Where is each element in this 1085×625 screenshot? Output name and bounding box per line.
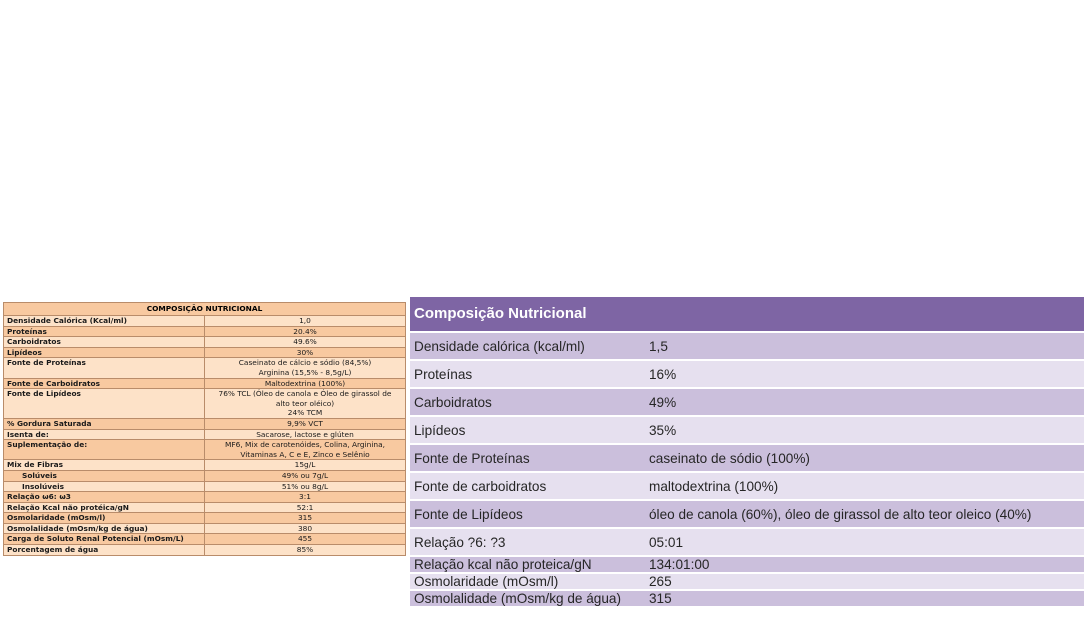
table-row bbox=[410, 471, 1084, 499]
table-row bbox=[410, 572, 1084, 589]
row-label: Densidade Calórica (Kcal/ml) bbox=[4, 316, 205, 327]
right-table-title: Composição Nutricional bbox=[410, 297, 1084, 331]
row-value bbox=[205, 337, 406, 348]
table-row bbox=[4, 326, 406, 337]
row-label: Proteínas bbox=[414, 366, 473, 382]
row-value: 315 bbox=[649, 591, 672, 606]
table-row bbox=[410, 443, 1084, 471]
table-row bbox=[4, 378, 406, 389]
value-line: 3:1 bbox=[299, 492, 311, 502]
value-line: 30% bbox=[296, 347, 314, 357]
table-row bbox=[4, 358, 406, 378]
row-label: Fonte de Proteínas bbox=[414, 450, 530, 466]
table-row bbox=[410, 499, 1084, 527]
row-label: Osmolaridade (mOsm/l) bbox=[414, 574, 559, 589]
row-label: Relação ?6: ?3 bbox=[414, 534, 506, 550]
value-line: Sacarose, lactose e glúten bbox=[256, 429, 354, 439]
table-row bbox=[410, 387, 1084, 415]
row-label: Osmolalidade (mOsm/kg de água) bbox=[414, 591, 622, 606]
row-value bbox=[205, 492, 406, 503]
table-row bbox=[410, 331, 1084, 359]
table-row bbox=[4, 470, 406, 481]
value-line: 49% ou 7g/L bbox=[281, 470, 329, 480]
row-value bbox=[205, 326, 406, 337]
table-row bbox=[4, 389, 406, 419]
row-label: Densidade calórica (kcal/ml) bbox=[414, 338, 585, 354]
left-nutrition-table bbox=[3, 302, 406, 556]
table-row bbox=[410, 527, 1084, 555]
row-label: Osmolalidade (mOsm/kg de água) bbox=[4, 523, 205, 534]
row-value bbox=[205, 389, 406, 419]
row-value bbox=[205, 440, 406, 460]
row-label: Lipídeos bbox=[414, 422, 466, 438]
row-value: óleo de canola (60%), óleo de girassol de alto teor oleico (40%) bbox=[649, 506, 1032, 522]
table-row bbox=[4, 429, 406, 440]
left-table-title: COMPOSIÇÃO NUTRICIONAL bbox=[4, 303, 406, 316]
table-row bbox=[4, 316, 406, 327]
row-label: Suplementação de: bbox=[4, 440, 205, 460]
row-label: Insolúveis bbox=[4, 481, 205, 492]
table-row bbox=[4, 513, 406, 524]
table-row bbox=[410, 555, 1084, 572]
row-value bbox=[205, 316, 406, 327]
row-value bbox=[205, 502, 406, 513]
row-label: Proteínas bbox=[4, 326, 205, 337]
value-line: 380 bbox=[297, 523, 313, 533]
value-line: 51% ou 8g/L bbox=[281, 481, 329, 491]
row-label: Fonte de Lipídeos bbox=[414, 506, 523, 522]
value-line: 15g/L bbox=[294, 460, 316, 470]
value-line: 9,9% VCT bbox=[287, 418, 323, 428]
row-label: Mix de Fibras bbox=[4, 460, 205, 471]
value-line: 52:1 bbox=[296, 502, 314, 512]
table-row bbox=[4, 523, 406, 534]
row-value bbox=[205, 513, 406, 524]
row-label: Fonte de Carboidratos bbox=[4, 378, 205, 389]
row-label: Carboidratos bbox=[414, 394, 492, 410]
row-value: 05:01 bbox=[649, 534, 684, 550]
table-row bbox=[4, 418, 406, 429]
table-row bbox=[4, 460, 406, 471]
value-line: Caseinato de cálcio e sódio (84,5%) bbox=[238, 358, 372, 368]
row-value bbox=[205, 545, 406, 556]
table-row bbox=[4, 492, 406, 503]
row-label: Relação kcal não proteica/gN bbox=[414, 557, 592, 572]
value-line: Maltodextrina (100%) bbox=[264, 378, 346, 388]
row-value: 1,5 bbox=[649, 338, 668, 354]
row-label: Relação ω6: ω3 bbox=[4, 492, 205, 503]
table-row bbox=[4, 337, 406, 348]
table-row bbox=[4, 502, 406, 513]
row-value bbox=[205, 460, 406, 471]
right-nutrition-table bbox=[410, 297, 1084, 606]
row-label: Lipídeos bbox=[4, 347, 205, 358]
row-value bbox=[205, 534, 406, 545]
row-label: Isenta de: bbox=[4, 429, 205, 440]
row-value bbox=[205, 378, 406, 389]
value-line: 24% TCM bbox=[287, 408, 323, 418]
row-label: Solúveis bbox=[4, 470, 205, 481]
table-row bbox=[4, 481, 406, 492]
value-line: 49.6% bbox=[293, 337, 317, 347]
value-line: 455 bbox=[297, 534, 313, 544]
value-line: 1,0 bbox=[299, 316, 311, 325]
table-row bbox=[410, 415, 1084, 443]
row-value bbox=[205, 358, 406, 378]
row-label: Relação Kcal não protéica/gN bbox=[4, 502, 205, 513]
table-row bbox=[410, 589, 1084, 606]
table-row bbox=[4, 347, 406, 358]
table-row bbox=[4, 440, 406, 460]
row-label: Osmolaridade (mOsm/l) bbox=[4, 513, 205, 524]
row-value: 16% bbox=[649, 366, 677, 382]
table-row bbox=[4, 545, 406, 556]
row-label: Carga de Soluto Renal Potencial (mOsm/L) bbox=[4, 534, 205, 545]
row-value bbox=[205, 481, 406, 492]
row-value: 134:01:00 bbox=[649, 557, 710, 572]
value-line: 20.4% bbox=[293, 326, 317, 336]
row-label: Porcentagem de água bbox=[4, 545, 205, 556]
value-line: 315 bbox=[297, 513, 313, 523]
row-label: Fonte de carboidratos bbox=[414, 478, 547, 494]
row-label: Fonte de Lipídeos bbox=[4, 389, 205, 419]
row-value bbox=[205, 523, 406, 534]
row-value bbox=[205, 418, 406, 429]
row-value: maltodextrina (100%) bbox=[649, 478, 779, 494]
value-line: 85% bbox=[296, 545, 314, 555]
row-value: 35% bbox=[649, 422, 677, 438]
row-value bbox=[205, 429, 406, 440]
value-line: 76% TCL (Óleo de canola e Óleo de girassol de bbox=[218, 389, 392, 399]
row-label: Carboidratos bbox=[4, 337, 205, 348]
table-row bbox=[4, 534, 406, 545]
value-line: Vitaminas A, C e E, Zinco e Selênio bbox=[240, 449, 370, 459]
value-line: MF6, Mix de carotenóides, Colina, Arginina, bbox=[225, 440, 385, 450]
value-line: Arginina (15,5% - 8,5g/L) bbox=[258, 367, 352, 377]
table-row bbox=[410, 359, 1084, 387]
row-value: 265 bbox=[649, 574, 672, 589]
row-label: % Gordura Saturada bbox=[4, 418, 205, 429]
row-value: 49% bbox=[649, 394, 677, 410]
row-value: caseinato de sódio (100%) bbox=[649, 450, 810, 466]
row-label: Fonte de Proteínas bbox=[4, 358, 205, 378]
row-value bbox=[205, 470, 406, 481]
value-line: alto teor oléico) bbox=[275, 398, 335, 408]
row-value bbox=[205, 347, 406, 358]
